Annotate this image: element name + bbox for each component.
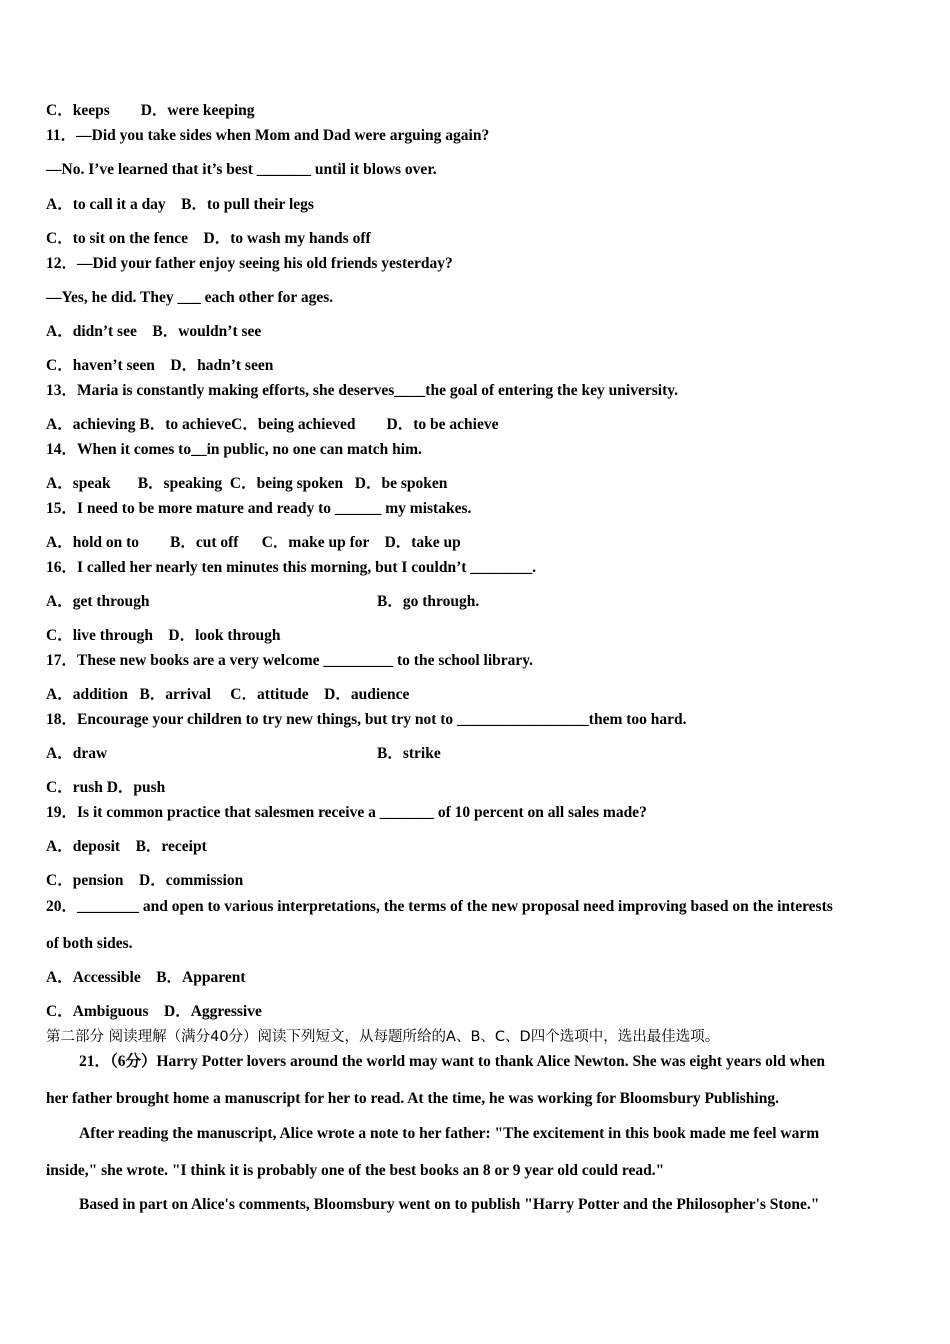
q19-options-ab: A．deposit B．receipt [46, 838, 207, 855]
q11-options-cd: C．to sit on the fence D．to wash my hands off [46, 230, 371, 247]
q15-stem: 15．I need to be more mature and ready to ______ my mistakes. [46, 500, 472, 517]
q20-options-cd: C．Ambiguous D．Aggressive [46, 1003, 262, 1020]
q11-response: —No. I’ve learned that it’s best _______ until it blows over. [46, 161, 437, 178]
q12-stem: 12．—Did your father enjoy seeing his old friends yesterday? [46, 255, 453, 272]
q16-options-cd: C．live through D．look through [46, 627, 281, 644]
q18-option-b: B．strike [377, 745, 441, 762]
q13-options: A．achieving B．to achieveC．being achieved D．to be achieve [46, 416, 499, 433]
q19-stem: 19．Is it common practice that salesmen receive a _______ of 10 percent on all sales made? [46, 804, 647, 821]
passage-line-2: her father brought home a manuscript for her to read. At the time, he was working for Bloomsbury Publishing. [46, 1090, 779, 1107]
q11-stem: 11．—Did you take sides when Mom and Dad were arguing again? [46, 127, 490, 144]
q16-stem: 16．I called her nearly ten minutes this morning, but I couldn’t ________. [46, 559, 537, 576]
q12-response: —Yes, he did. They ___ each other for ages. [46, 289, 334, 306]
q14-stem: 14．When it comes to__in public, no one can match him. [46, 441, 422, 458]
q18-stem: 18．Encourage your children to try new things, but try not to _________________them too hard. [46, 711, 687, 728]
q12-options-cd: C．haven’t seen D．hadn’t seen [46, 357, 274, 374]
q18-option-a: A．draw [46, 745, 108, 762]
q20-options-ab: A．Accessible B．Apparent [46, 969, 246, 986]
q13-stem: 13．Maria is constantly making efforts, she deserves____the goal of entering the key university. [46, 382, 678, 399]
section-heading: 第二部分 阅读理解（满分40分）阅读下列短文，从每题所给的A、B、C、D四个选项中，选出最佳选项。 [46, 1029, 720, 1045]
q16-option-a: A．get through [46, 593, 150, 610]
q11-options-ab: A．to call it a day B．to pull their legs [46, 196, 314, 213]
q14-options: A．speak B．speaking C．being spoken D．be spoken [46, 475, 448, 492]
passage-line-4: inside," she wrote. "I think it is probably one of the best books an 8 or 9 year old could read." [46, 1162, 665, 1179]
q19-options-cd: C．pension D．commission [46, 872, 244, 889]
q20-stem-continued: of both sides. [46, 935, 133, 952]
passage-line-3: After reading the manuscript, Alice wrote a note to her father: "The excitement in this book made me feel warm [79, 1125, 820, 1142]
q17-options: A．addition B．arrival C．attitude D．audience [46, 686, 410, 703]
q12-options-ab: A．didn’t see B．wouldn’t see [46, 323, 262, 340]
q15-options: A．hold on to B．cut off C．make up for D．take up [46, 534, 461, 551]
passage-line-5: Based in part on Alice's comments, Bloomsbury went on to publish "Harry Potter and the Philosopher's Stone." [79, 1196, 820, 1213]
q20-stem: 20．________ and open to various interpretations, the terms of the new proposal need improving based on the interests [46, 898, 833, 915]
q17-stem: 17．These new books are a very welcome _________ to the school library. [46, 652, 534, 669]
passage-line-1: 21．（6分）Harry Potter lovers around the world may want to thank Alice Newton. She was eight years old when [79, 1053, 825, 1070]
q10-options-cd: C．keeps D．were keeping [46, 102, 255, 119]
q18-options-cd: C．rush D．push [46, 779, 166, 796]
q16-option-b: B．go through. [377, 593, 480, 610]
